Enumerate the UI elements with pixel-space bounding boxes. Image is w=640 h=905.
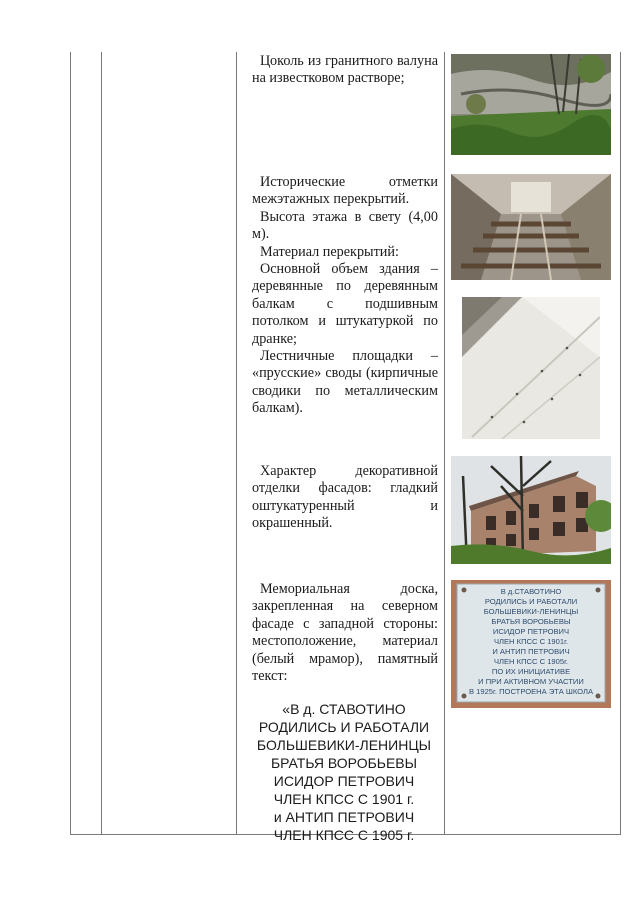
memorial-inscription — [244, 700, 444, 844]
table-column-divider — [444, 52, 445, 835]
memorial-plaque-photo — [451, 580, 611, 708]
plinth-description — [252, 53, 438, 88]
inscription-line: РОДИЛИСЬ И РАБОТАЛИ — [258, 719, 430, 735]
facade-description — [252, 463, 438, 533]
ceiling-photo — [462, 297, 600, 439]
paragraph: Материал перекрытий: — [260, 243, 399, 260]
plaque-inscription — [451, 587, 611, 697]
inscription-line: ЧЛЕН КПСС С 1905 г. — [273, 827, 415, 843]
paragraph: Высота этажа в свету (4,00 м). — [252, 208, 438, 243]
inscription-line: и АНТИП ПЕТРОВИЧ — [273, 809, 415, 825]
plaque-line: ПО ИХ ИНИЦИАТИВЕ — [491, 667, 571, 676]
paragraph: Мемориальная доска, закрепленная на северном фасаде с западной стороны: местоположение, материал (белый мрамор), памятный текст: — [252, 581, 438, 685]
plaque-line: ЧЛЕН КПСС С 1905г. — [493, 657, 569, 666]
inscription-line: БРАТЬЯ ВОРОБЬЕВЫ — [270, 755, 418, 771]
plaque-line: БРАТЬЯ ВОРОБЬЕВЫ — [491, 617, 571, 626]
inscription-line: «В д. СТАВОТИНО — [282, 701, 406, 717]
plaque-line: И АНТИП ПЕТРОВИЧ — [492, 647, 570, 656]
plaque-line: РОДИЛИСЬ И РАБОТАЛИ — [484, 597, 578, 606]
plaque-line: В 1925г. ПОСТРОЕНА ЭТА ШКОЛА — [468, 687, 594, 696]
plaque-line: И ПРИ АКТИВНОМ УЧАСТИИ — [478, 677, 584, 686]
paragraph: Основной объем здания – деревянные по деревянным балкам с подшивным потолком и штукатуркой по дранке; — [252, 261, 438, 347]
plaque-line: БОЛЬШЕВИКИ-ЛЕНИНЦЫ — [483, 607, 579, 616]
facade-photo — [451, 456, 611, 564]
table-column-divider — [101, 52, 102, 835]
table-column-divider — [236, 52, 237, 835]
table-border-left — [70, 52, 71, 835]
plaque-line: ЧЛЕН КПСС С 1901г. — [493, 637, 569, 646]
paragraph: Лестничные площадки – «прусские» своды (кирпичные сводики по металлическим балкам). — [252, 348, 438, 417]
granite-plinth-photo — [451, 54, 611, 155]
memorial-description — [252, 581, 438, 685]
paragraph: Характер декоративной отделки фасадов: гладкий оштукатуренный и окрашенный. — [252, 463, 438, 532]
table-border-right — [620, 52, 621, 835]
paragraph: Исторические отметки межэтажных перекрытий. — [252, 174, 438, 208]
floor-beams-photo — [451, 174, 611, 280]
paragraph: Цоколь из гранитного валуна на известковом растворе; — [252, 53, 438, 87]
floors-description — [252, 174, 438, 418]
inscription-line: БОЛЬШЕВИКИ-ЛЕНИНЦЫ — [256, 737, 432, 753]
plaque-line: В д.СТАВОТИНО — [500, 587, 562, 596]
inscription-line: ЧЛЕН КПСС С 1901 г. — [273, 791, 415, 807]
inscription-line: ИСИДОР ПЕТРОВИЧ — [273, 773, 415, 789]
plaque-line: ИСИДОР ПЕТРОВИЧ — [492, 627, 570, 636]
